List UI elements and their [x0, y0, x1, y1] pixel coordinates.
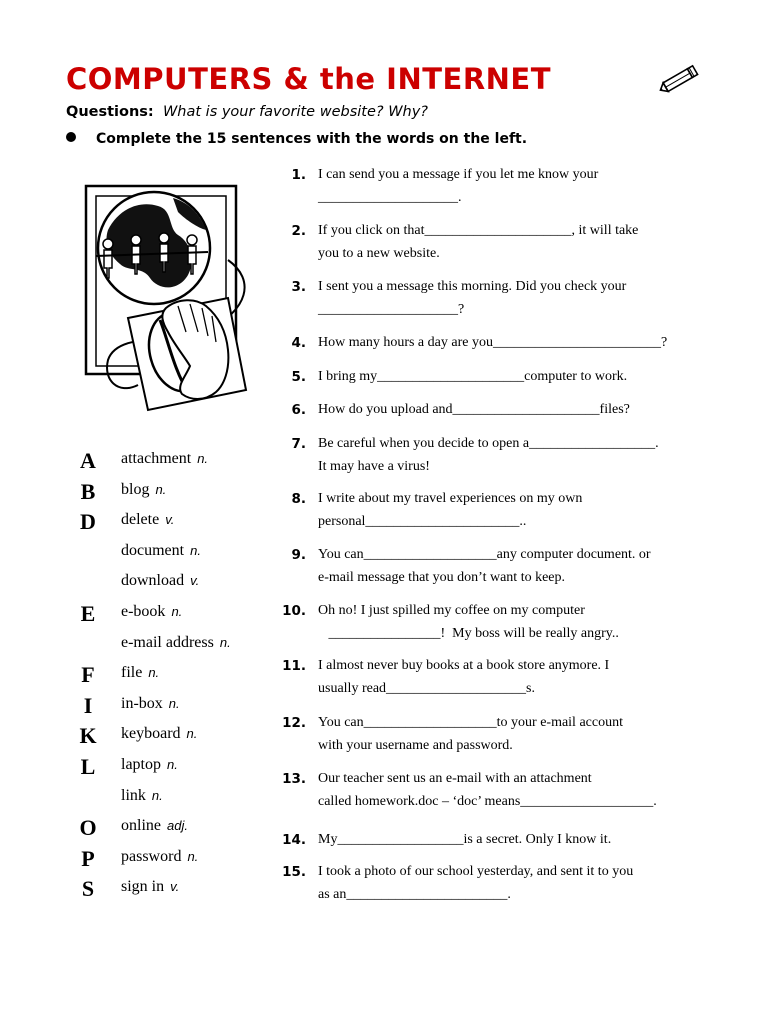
- sentence-line-1: Our teacher sent us an e-mail with an attachment: [318, 771, 592, 786]
- word-bank-item: [70, 754, 270, 784]
- sentence-number: 6.: [291, 402, 306, 418]
- word-text: laptop: [121, 756, 161, 773]
- sentence-number: 1.: [291, 167, 306, 183]
- sentence-number: 9.: [291, 547, 306, 563]
- sentence-number: 3.: [291, 279, 306, 295]
- word-entry: [121, 878, 179, 896]
- sentence-number: 8.: [291, 491, 306, 507]
- part-of-speech: n.: [197, 451, 209, 466]
- part-of-speech: n.: [171, 604, 183, 619]
- word-bank-item: [70, 693, 270, 723]
- part-of-speech: n.: [151, 787, 163, 803]
- sentence-line-1: Oh no! I just spilled my coffee on my computer: [318, 603, 585, 618]
- word-entry: [121, 511, 174, 529]
- word-bank-item: [70, 448, 270, 478]
- word-letter: E: [80, 601, 96, 626]
- pencil-icon: [658, 62, 702, 98]
- word-entry: [121, 756, 178, 774]
- part-of-speech: n.: [168, 695, 180, 711]
- instruction-text: Complete the 15 sentences with the words on the left.: [96, 131, 528, 147]
- sentence-number: 10.: [282, 603, 306, 619]
- word-text: link: [121, 786, 146, 804]
- sentence-number: 15.: [282, 864, 306, 880]
- sentence-line-1: I write about my travel experiences on my own: [318, 491, 583, 506]
- sentence-line-2: as an_______________________.: [318, 887, 511, 902]
- word-bank-item: [70, 662, 270, 692]
- word-letter: O: [79, 815, 97, 841]
- part-of-speech: n.: [190, 542, 201, 558]
- sentence-line-2: called homework.doc – ‘doc’ means___________________.: [318, 794, 657, 809]
- word-entry: [121, 572, 199, 590]
- word-bank-item: [70, 846, 270, 876]
- sentence-line-1: Be careful when you decide to open a__________________.: [318, 436, 659, 451]
- word-bank-item: [70, 479, 270, 509]
- part-of-speech: n.: [155, 481, 167, 497]
- sentence-number: 14.: [282, 832, 306, 848]
- sentence-line-1: You can___________________any computer document. or: [318, 547, 651, 562]
- sentence-number: 12.: [282, 715, 306, 731]
- word-entry: [121, 481, 166, 499]
- part-of-speech: v.: [190, 573, 200, 589]
- word-entry: [121, 634, 231, 652]
- sentence-line-2: personal______________________..: [318, 514, 527, 529]
- sentence-line-1: I can send you a message if you let me know your: [318, 167, 599, 182]
- bullet-dot: [66, 132, 76, 142]
- word-letter: P: [81, 845, 95, 871]
- sentence-line-1: I sent you a message this morning. Did you check your: [318, 279, 627, 294]
- word-letter: S: [81, 876, 95, 902]
- word-text: password: [121, 847, 182, 865]
- sentence-line-1: If you click on that_____________________, it will take: [318, 223, 639, 238]
- word-bank-item: [70, 785, 270, 815]
- word-entry: [121, 542, 201, 560]
- questions-text: What is your favorite website? Why?: [162, 104, 428, 120]
- part-of-speech: adj.: [167, 818, 188, 834]
- word-bank-item: [70, 509, 270, 539]
- page-title: COMPUTERS & the INTERNET: [66, 62, 552, 96]
- sentence-line-2: ____________________.: [318, 190, 462, 205]
- word-text: file: [121, 664, 143, 682]
- word-bank-item: [70, 815, 270, 845]
- sentence-number: 7.: [291, 436, 306, 452]
- word-text: online: [121, 817, 161, 835]
- sentence-line-2: usually read____________________s.: [318, 681, 535, 696]
- word-letter: I: [83, 692, 93, 718]
- questions-line: [66, 104, 428, 120]
- part-of-speech: v.: [170, 879, 180, 895]
- word-entry: [121, 603, 182, 621]
- sentence-line-1: I bring my_____________________computer to work.: [318, 369, 628, 384]
- globe-computer-mouse-illustration: [78, 180, 258, 420]
- sentence-line-2: with your username and password.: [318, 738, 513, 753]
- word-entry: [121, 695, 180, 713]
- word-text: blog: [121, 480, 150, 498]
- word-text: keyboard: [121, 725, 181, 743]
- sentence-line-1: My__________________is a secret. Only I know it.: [318, 832, 612, 847]
- word-entry: [121, 664, 159, 682]
- word-bank-item: [70, 601, 270, 631]
- word-entry: [121, 817, 188, 835]
- sentence-number: 11.: [282, 658, 306, 674]
- word-letter: D: [80, 509, 96, 535]
- instruction-line: [66, 131, 527, 147]
- word-letter: A: [80, 448, 96, 473]
- word-entry: [121, 725, 197, 743]
- questions-label: Questions:: [66, 104, 154, 120]
- sentence-line-2: e-mail message that you don’t want to keep.: [318, 570, 566, 585]
- sentence-line-1: I took a photo of our school yesterday, and sent it to you: [318, 864, 634, 879]
- word-letter: B: [80, 478, 96, 504]
- word-text: delete: [121, 511, 160, 529]
- sentence-line-2: you to a new website.: [318, 246, 440, 261]
- sentence-line-2: ____________________?: [318, 302, 465, 317]
- sentence-number: 4.: [291, 335, 306, 351]
- part-of-speech: n.: [219, 634, 231, 650]
- word-text: e-mail address: [121, 633, 214, 651]
- part-of-speech: n.: [186, 726, 198, 742]
- word-text: e-book: [121, 603, 166, 620]
- sentence-line-1: How many hours a day are you________________________?: [318, 335, 668, 350]
- word-entry: [121, 787, 163, 805]
- sentence-line-1: You can___________________to your e-mail account: [318, 715, 623, 730]
- sentence-number: 13.: [282, 771, 306, 787]
- sentence-line-1: I almost never buy books at a book store anymore. I: [318, 658, 610, 673]
- word-bank-item: [70, 570, 270, 600]
- word-entry: [121, 450, 208, 468]
- part-of-speech: v.: [165, 512, 175, 528]
- sentence-number: 2.: [291, 223, 306, 239]
- word-text: download: [121, 572, 185, 590]
- word-letter: K: [79, 723, 97, 749]
- word-text: document: [121, 541, 185, 559]
- sentence-line-1: How do you upload and_____________________files?: [318, 402, 630, 417]
- word-bank-item: [70, 632, 270, 662]
- part-of-speech: n.: [167, 757, 178, 772]
- word-text: attachment: [121, 450, 192, 467]
- word-entry: [121, 848, 198, 866]
- part-of-speech: n.: [187, 848, 199, 864]
- word-letter: L: [80, 754, 96, 779]
- word-bank-item: [70, 540, 270, 570]
- word-text: sign in: [121, 878, 165, 896]
- word-bank-item: [70, 876, 270, 906]
- sentence-number: 5.: [291, 369, 306, 385]
- word-bank-item: [70, 723, 270, 753]
- sentence-line-2: ________________! My boss will be really angry..: [318, 626, 619, 641]
- word-text: in-box: [121, 694, 163, 712]
- word-letter: F: [81, 662, 95, 688]
- sentence-line-2: It may have a virus!: [318, 459, 430, 474]
- part-of-speech: n.: [148, 665, 160, 681]
